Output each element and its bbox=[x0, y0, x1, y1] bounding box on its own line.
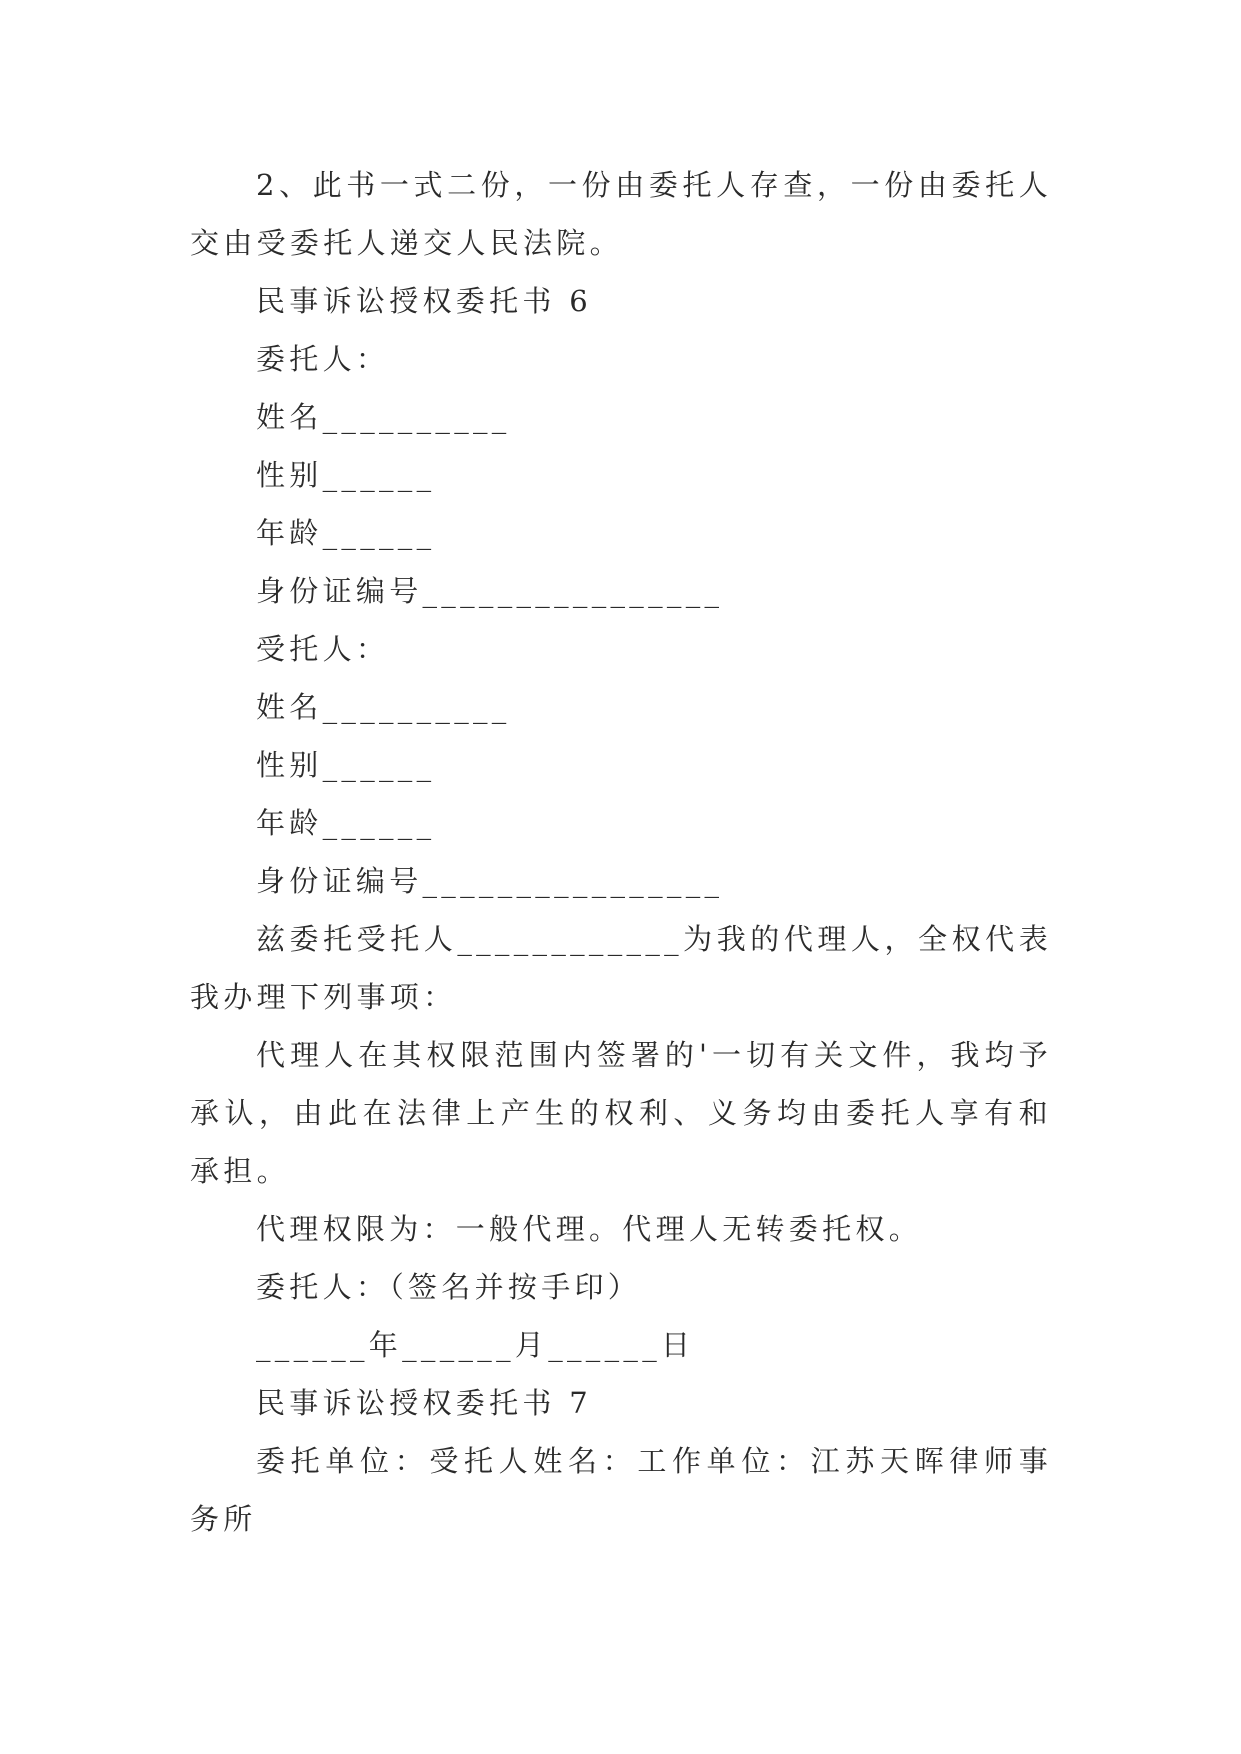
principal-age-field: 年龄______ bbox=[256, 516, 436, 550]
section-title-7: 民事诉讼授权委托书 7 bbox=[256, 1386, 592, 1420]
principal-id-field: 身份证编号________________ bbox=[256, 574, 724, 608]
agent-name-field: 姓名__________ bbox=[256, 690, 511, 724]
paragraph-acknowledgement: 代理人在其权限范围内签署的'一切有关文件，我均予承认，由此在法律上产生的权利、义务均由委托人享有和承担。 bbox=[190, 1038, 1052, 1188]
agent-age-field: 年龄______ bbox=[256, 806, 436, 840]
paragraph-copies-note: 2、此书一式二份，一份由委托人存查，一份由委托人交由受委托人递交人民法院。 bbox=[190, 168, 1052, 260]
agent-heading: 受托人： bbox=[256, 632, 390, 666]
paragraph-entrusting-unit: 委托单位：受托人姓名：工作单位：江苏天晖律师事务所 bbox=[190, 1444, 1052, 1536]
principal-name-field: 姓名__________ bbox=[256, 400, 511, 434]
agent-gender-field: 性别______ bbox=[256, 748, 436, 782]
date-line: ______年______月______日 bbox=[256, 1328, 695, 1362]
principal-signature-line: 委托人：（签名并按手印） bbox=[256, 1270, 642, 1304]
principal-gender-field: 性别______ bbox=[256, 458, 436, 492]
section-title-6: 民事诉讼授权委托书 6 bbox=[256, 284, 592, 318]
paragraph-appointment: 兹委托受托人____________为我的代理人，全权代表我办理下列事项： bbox=[190, 922, 1052, 1014]
principal-heading: 委托人： bbox=[256, 342, 390, 376]
document-body bbox=[190, 156, 1052, 1548]
paragraph-authority-scope: 代理权限为：一般代理。代理人无转委托权。 bbox=[256, 1212, 923, 1246]
agent-id-field: 身份证编号________________ bbox=[256, 864, 724, 898]
